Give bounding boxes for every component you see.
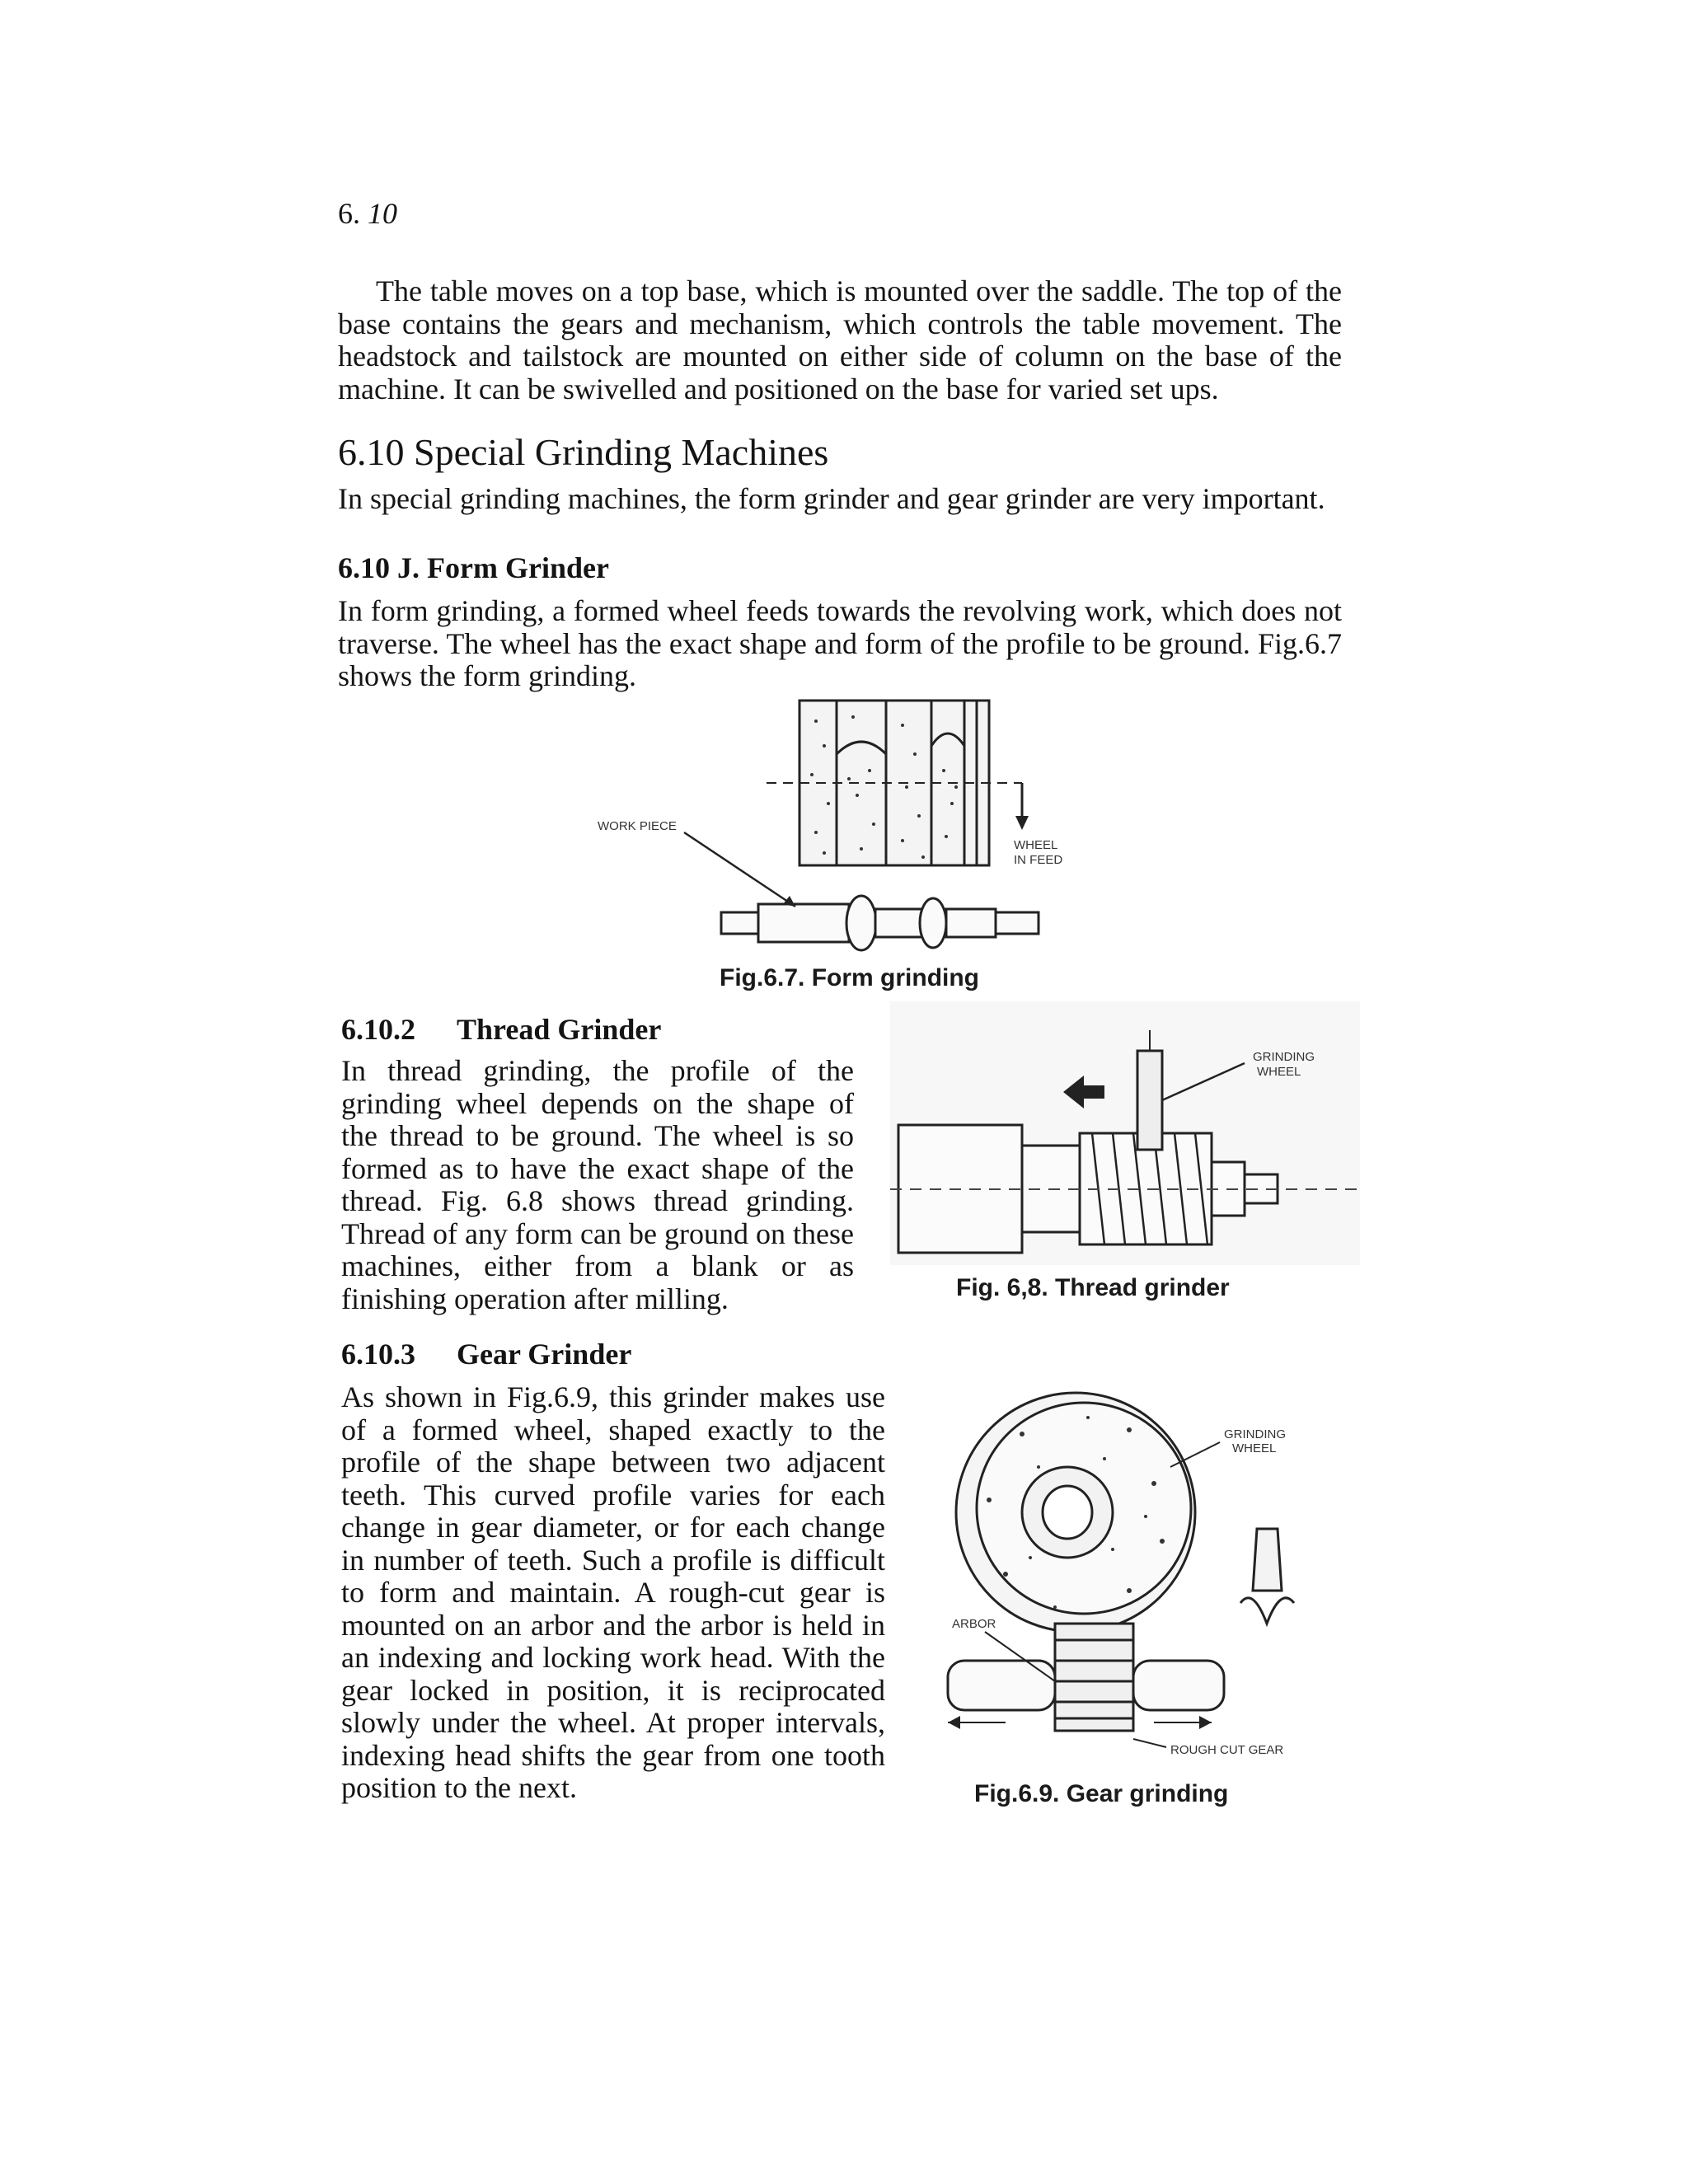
wheel-label: WHEEL (1014, 838, 1058, 852)
intro-paragraph: The table moves on a top base, which is mounted over the saddle. The top of the base contains the gears and mechanism, which controls the table movement. The headstock and tailstock are mounted on either side of column on the base of the machine. It can be swivelled and positioned on the base for varied set ups. (338, 274, 1342, 405)
fig-6-9-caption: Fig.6.9. Gear grinding (974, 1780, 1229, 1807)
section-heading: 6.10 Special Grinding Machines (338, 431, 829, 473)
form-grinder-paragraph: In form grinding, a formed wheel feeds towards the revolving work, which does not traverse. The wheel has the exact shape and form of the profile to be ground. Fig.6.7 shows the form grinding. (338, 594, 1342, 692)
thread-grinder-heading: 6.10.2 Thread Grinder (341, 1013, 662, 1046)
work-piece-label: WORK PIECE (598, 819, 677, 833)
fig-6-8-caption: Fig. 6,8. Thread grinder (956, 1274, 1230, 1301)
gear-grinding-figure (940, 1385, 1335, 1764)
thread-grinder-figure (890, 1001, 1360, 1265)
arbor-label: ARBOR (952, 1617, 996, 1631)
gear-grinder-paragraph: As shown in Fig.6.9, this grinder makes use of a formed wheel, shaped exactly to the profile of the shape between two adjacent teeth. This curved profile varies for each change in gear diameter, or for each change in number of teeth. Such a profile is difficult to form and maintain. A rough-cut gear is mounted on an arbor and the arbor is held in an indexing and locking work head. With the gear locked in position, it is reciprocated slowly under the wheel. At proper intervals, indexing head shifts the gear from one tooth position to the next. (341, 1380, 885, 1804)
rough-cut-gear-label: ROUGH CUT GEAR (1170, 1743, 1284, 1757)
page-number: 6. 10 (338, 197, 397, 230)
thread-grinding-label: GRINDING (1253, 1050, 1315, 1064)
form-grinding-figure (577, 696, 1104, 960)
fig-6-7-caption: Fig.6.7. Form grinding (720, 964, 979, 991)
gear-wheel-label: WHEEL (1232, 1441, 1277, 1455)
form-grinder-heading: 6.10 J. Form Grinder (338, 551, 609, 584)
thread-wheel-label: WHEEL (1257, 1065, 1301, 1079)
thread-grinder-paragraph: In thread grinding, the profile of the grinding wheel depends on the shape of the thread to be ground. The wheel is so formed as to have the exact shape of the thread. Fig. 6.8 shows thread grinding. Thread of any form can be ground on these machines, either from a blank or as finishing operation after milling. (341, 1054, 854, 1315)
section-lead-text: In special grinding machines, the form grinder and gear grinder are very important. (338, 482, 1325, 515)
gear-grinder-heading: 6.10.3 Gear Grinder (341, 1338, 632, 1371)
in-feed-label: IN FEED (1014, 853, 1063, 867)
gear-grinding-label: GRINDING (1224, 1427, 1286, 1441)
